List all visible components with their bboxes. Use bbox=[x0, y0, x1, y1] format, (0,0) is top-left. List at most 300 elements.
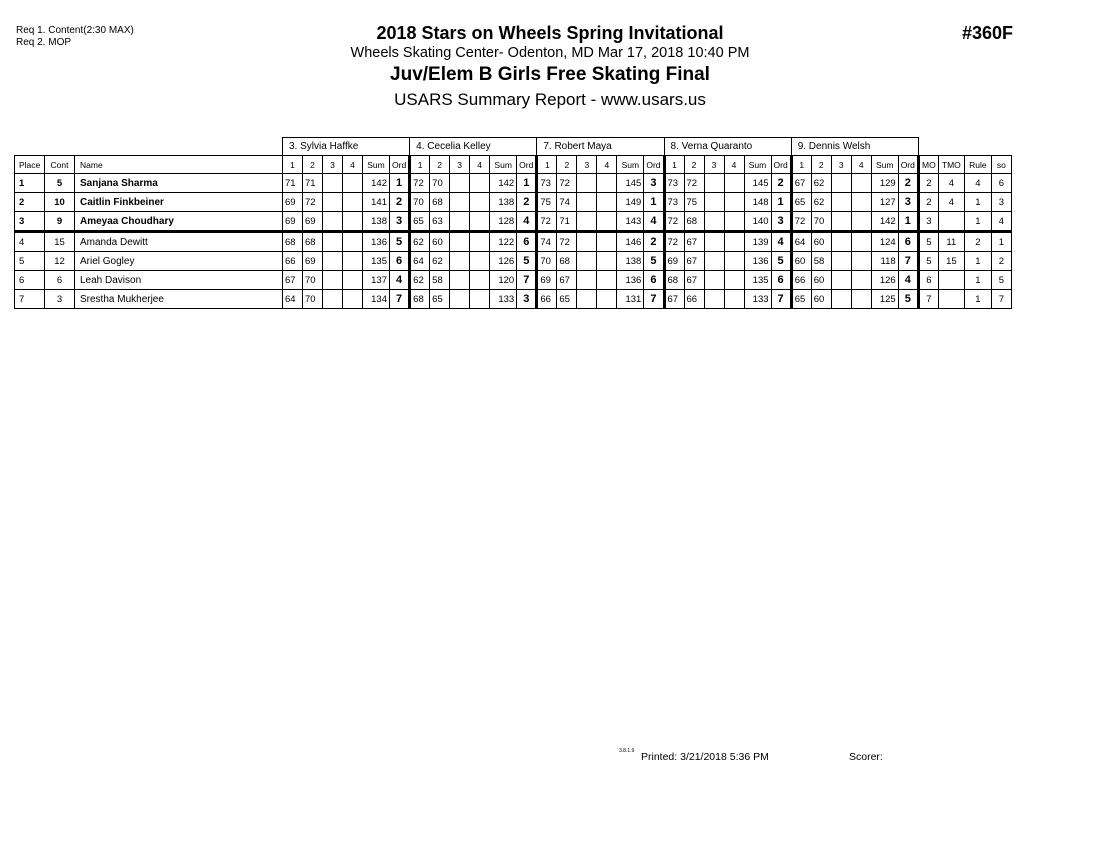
judge-score-cell: 69 bbox=[664, 252, 684, 271]
column-header-judge: 1 bbox=[283, 156, 303, 174]
column-header-judge: Ord bbox=[644, 156, 664, 174]
contestant-number-cell: 10 bbox=[45, 193, 75, 212]
judge-ordinal-cell: 2 bbox=[644, 232, 664, 252]
judge-sum-cell: 135 bbox=[744, 271, 771, 290]
so-cell: 7 bbox=[991, 290, 1011, 309]
place-cell: 1 bbox=[15, 174, 45, 193]
judge-score-cell bbox=[470, 252, 490, 271]
judge-score-cell: 62 bbox=[410, 271, 430, 290]
place-cell: 7 bbox=[15, 290, 45, 309]
judge-ordinal-cell: 1 bbox=[644, 193, 664, 212]
judge-score-cell bbox=[831, 212, 851, 232]
column-header-judge: 2 bbox=[430, 156, 450, 174]
judge-score-cell bbox=[851, 290, 871, 309]
judge-score-cell: 65 bbox=[791, 290, 811, 309]
judge-score-cell: 71 bbox=[283, 174, 303, 193]
tmo-cell: 11 bbox=[938, 232, 964, 252]
judge-score-cell bbox=[343, 252, 363, 271]
judge-ordinal-cell: 2 bbox=[390, 193, 410, 212]
column-header-judge: 2 bbox=[557, 156, 577, 174]
column-header-place: Place bbox=[15, 156, 45, 174]
judge-ordinal-cell: 4 bbox=[517, 212, 537, 232]
tmo-cell bbox=[938, 212, 964, 232]
judge-score-cell: 75 bbox=[684, 193, 704, 212]
judge-sum-cell: 145 bbox=[744, 174, 771, 193]
judge-sum-cell: 128 bbox=[490, 212, 517, 232]
judge-sum-cell: 138 bbox=[363, 212, 390, 232]
column-header-judge: Sum bbox=[363, 156, 390, 174]
place-cell: 6 bbox=[15, 271, 45, 290]
judge-score-cell bbox=[724, 232, 744, 252]
judge-score-cell: 72 bbox=[664, 212, 684, 232]
so-cell: 5 bbox=[991, 271, 1011, 290]
judge-score-cell bbox=[323, 193, 343, 212]
column-header-judge: 2 bbox=[684, 156, 704, 174]
column-header-judge: Sum bbox=[617, 156, 644, 174]
contestant-number-cell: 3 bbox=[45, 290, 75, 309]
rule-cell: 4 bbox=[964, 174, 991, 193]
contestant-number-cell: 9 bbox=[45, 212, 75, 232]
judge-score-cell bbox=[470, 212, 490, 232]
skater-name-cell: Leah Davison bbox=[75, 271, 283, 290]
venue-line: Wheels Skating Center- Odenton, MD Mar 17, 2018 10:40 PM bbox=[350, 45, 750, 61]
judge-score-cell bbox=[577, 174, 597, 193]
judge-score-cell: 72 bbox=[537, 212, 557, 232]
column-header-judge: Ord bbox=[390, 156, 410, 174]
judge-score-cell bbox=[597, 193, 617, 212]
column-header-cont: Cont bbox=[45, 156, 75, 174]
column-header-row bbox=[15, 156, 1012, 174]
judge-score-cell bbox=[851, 271, 871, 290]
judge-score-cell bbox=[450, 174, 470, 193]
judge-score-cell bbox=[577, 193, 597, 212]
judge-ordinal-cell: 3 bbox=[771, 212, 791, 232]
judge-ordinal-cell: 5 bbox=[644, 252, 664, 271]
column-header-rule: Rule bbox=[964, 156, 991, 174]
judge-score-cell: 72 bbox=[557, 174, 577, 193]
judge-score-cell bbox=[470, 290, 490, 309]
judge-sum-cell: 133 bbox=[744, 290, 771, 309]
table-row bbox=[15, 212, 1012, 232]
judge-score-cell: 67 bbox=[684, 271, 704, 290]
mo-cell: 2 bbox=[918, 193, 938, 212]
column-header-judge: 4 bbox=[343, 156, 363, 174]
judge-score-cell: 70 bbox=[811, 212, 831, 232]
judge-ordinal-cell: 5 bbox=[771, 252, 791, 271]
column-header-judge: 3 bbox=[577, 156, 597, 174]
column-header-judge: 1 bbox=[791, 156, 811, 174]
judge-score-cell: 69 bbox=[303, 212, 323, 232]
column-header-judge: Ord bbox=[517, 156, 537, 174]
judge-score-cell: 72 bbox=[303, 193, 323, 212]
judge-score-cell bbox=[597, 290, 617, 309]
judge-ordinal-cell: 1 bbox=[771, 193, 791, 212]
judge-sum-cell: 136 bbox=[617, 271, 644, 290]
judge-score-cell: 66 bbox=[283, 252, 303, 271]
judge-score-cell bbox=[450, 271, 470, 290]
column-header-judge: 3 bbox=[323, 156, 343, 174]
judge-sum-cell: 131 bbox=[617, 290, 644, 309]
skater-name-cell: Srestha Mukherjee bbox=[75, 290, 283, 309]
judge-score-cell: 60 bbox=[811, 232, 831, 252]
judge-name: 8. Verna Quaranto bbox=[664, 138, 791, 156]
so-cell: 2 bbox=[991, 252, 1011, 271]
judge-score-cell: 72 bbox=[410, 174, 430, 193]
column-header-judge: Sum bbox=[871, 156, 898, 174]
judge-score-cell: 74 bbox=[537, 232, 557, 252]
judge-ordinal-cell: 6 bbox=[644, 271, 664, 290]
judge-score-cell: 73 bbox=[664, 193, 684, 212]
column-header-mo: MO bbox=[918, 156, 938, 174]
judge-sum-cell: 137 bbox=[363, 271, 390, 290]
judge-score-cell bbox=[343, 174, 363, 193]
judge-score-cell bbox=[831, 174, 851, 193]
judge-sum-cell: 120 bbox=[490, 271, 517, 290]
judge-score-cell bbox=[450, 232, 470, 252]
judge-score-cell bbox=[704, 271, 724, 290]
judge-ordinal-cell: 7 bbox=[517, 271, 537, 290]
judge-sum-cell: 148 bbox=[744, 193, 771, 212]
judge-score-cell bbox=[450, 290, 470, 309]
rule-cell: 2 bbox=[964, 232, 991, 252]
judge-sum-cell: 125 bbox=[871, 290, 898, 309]
judge-score-cell bbox=[704, 252, 724, 271]
column-header-judge: 4 bbox=[597, 156, 617, 174]
judge-score-cell: 67 bbox=[283, 271, 303, 290]
skater-name-cell: Caitlin Finkbeiner bbox=[75, 193, 283, 212]
judge-score-cell bbox=[704, 193, 724, 212]
judge-score-cell: 58 bbox=[811, 252, 831, 271]
judge-sum-cell: 139 bbox=[744, 232, 771, 252]
judge-score-cell: 71 bbox=[557, 212, 577, 232]
judge-score-cell: 62 bbox=[410, 232, 430, 252]
judge-ordinal-cell: 1 bbox=[390, 174, 410, 193]
version-label: 3.8.1.9 bbox=[619, 748, 635, 754]
tmo-cell bbox=[938, 290, 964, 309]
judge-ordinal-cell: 1 bbox=[898, 212, 918, 232]
judge-ordinal-cell: 4 bbox=[898, 271, 918, 290]
scorer-label: Scorer: bbox=[849, 751, 883, 763]
judge-ordinal-cell: 2 bbox=[517, 193, 537, 212]
so-cell: 3 bbox=[991, 193, 1011, 212]
judge-score-cell: 70 bbox=[303, 271, 323, 290]
judge-score-cell: 66 bbox=[684, 290, 704, 309]
judge-score-cell bbox=[597, 174, 617, 193]
judge-score-cell: 66 bbox=[791, 271, 811, 290]
judge-score-cell: 72 bbox=[557, 232, 577, 252]
judge-sum-cell: 118 bbox=[871, 252, 898, 271]
place-cell: 2 bbox=[15, 193, 45, 212]
judge-ordinal-cell: 2 bbox=[898, 174, 918, 193]
so-cell: 4 bbox=[991, 212, 1011, 232]
header-spacer bbox=[15, 138, 283, 156]
judge-score-cell bbox=[704, 212, 724, 232]
judge-score-cell bbox=[851, 212, 871, 232]
judge-score-cell bbox=[323, 252, 343, 271]
mo-cell: 3 bbox=[918, 212, 938, 232]
judge-sum-cell: 136 bbox=[744, 252, 771, 271]
judge-score-cell bbox=[597, 252, 617, 271]
judge-ordinal-cell: 7 bbox=[898, 252, 918, 271]
judges-header-row bbox=[15, 138, 1012, 156]
skater-name-cell: Amanda Dewitt bbox=[75, 232, 283, 252]
so-cell: 1 bbox=[991, 232, 1011, 252]
judge-score-cell: 60 bbox=[791, 252, 811, 271]
judge-sum-cell: 124 bbox=[871, 232, 898, 252]
judge-ordinal-cell: 5 bbox=[898, 290, 918, 309]
judge-score-cell bbox=[450, 193, 470, 212]
judge-score-cell bbox=[577, 252, 597, 271]
judge-ordinal-cell: 6 bbox=[771, 271, 791, 290]
judge-sum-cell: 141 bbox=[363, 193, 390, 212]
judge-sum-cell: 136 bbox=[363, 232, 390, 252]
judge-score-cell bbox=[577, 232, 597, 252]
column-header-judge: 2 bbox=[303, 156, 323, 174]
column-header-judge: 1 bbox=[664, 156, 684, 174]
judge-ordinal-cell: 4 bbox=[644, 212, 664, 232]
column-header-judge: 2 bbox=[811, 156, 831, 174]
judge-score-cell bbox=[851, 193, 871, 212]
judge-score-cell bbox=[450, 212, 470, 232]
judge-score-cell bbox=[831, 271, 851, 290]
judge-score-cell: 64 bbox=[410, 252, 430, 271]
judge-score-cell bbox=[704, 290, 724, 309]
judge-score-cell bbox=[704, 174, 724, 193]
place-cell: 4 bbox=[15, 232, 45, 252]
judge-score-cell bbox=[470, 271, 490, 290]
judge-score-cell: 67 bbox=[684, 232, 704, 252]
judge-score-cell: 68 bbox=[557, 252, 577, 271]
judge-sum-cell: 133 bbox=[490, 290, 517, 309]
judge-sum-cell: 126 bbox=[871, 271, 898, 290]
place-cell: 5 bbox=[15, 252, 45, 271]
judge-score-cell: 75 bbox=[537, 193, 557, 212]
judge-score-cell bbox=[343, 193, 363, 212]
judge-score-cell: 67 bbox=[664, 290, 684, 309]
judge-score-cell bbox=[851, 174, 871, 193]
column-header-so: so bbox=[991, 156, 1011, 174]
table-row bbox=[15, 290, 1012, 309]
results-table bbox=[14, 137, 1012, 309]
judge-ordinal-cell: 3 bbox=[517, 290, 537, 309]
mo-cell: 7 bbox=[918, 290, 938, 309]
judge-ordinal-cell: 3 bbox=[390, 212, 410, 232]
judge-sum-cell: 142 bbox=[871, 212, 898, 232]
column-header-name: Name bbox=[75, 156, 283, 174]
judge-ordinal-cell: 6 bbox=[390, 252, 410, 271]
judge-score-cell: 67 bbox=[791, 174, 811, 193]
judge-score-cell: 70 bbox=[430, 174, 450, 193]
judge-score-cell: 63 bbox=[430, 212, 450, 232]
rule-cell: 1 bbox=[964, 271, 991, 290]
requirement-2: Req 2. MOP bbox=[16, 37, 72, 48]
judge-score-cell: 60 bbox=[430, 232, 450, 252]
header-spacer bbox=[918, 138, 1011, 156]
judge-score-cell: 62 bbox=[430, 252, 450, 271]
judge-score-cell: 68 bbox=[303, 232, 323, 252]
tmo-cell: 4 bbox=[938, 174, 964, 193]
judge-ordinal-cell: 1 bbox=[517, 174, 537, 193]
judge-score-cell bbox=[851, 252, 871, 271]
judge-ordinal-cell: 2 bbox=[771, 174, 791, 193]
judge-score-cell: 60 bbox=[811, 290, 831, 309]
judge-score-cell: 62 bbox=[811, 193, 831, 212]
judge-score-cell bbox=[724, 252, 744, 271]
judge-score-cell bbox=[343, 290, 363, 309]
column-header-judge: 4 bbox=[851, 156, 871, 174]
judge-score-cell bbox=[704, 232, 724, 252]
judge-score-cell: 69 bbox=[537, 271, 557, 290]
judge-score-cell bbox=[470, 193, 490, 212]
tmo-cell: 4 bbox=[938, 193, 964, 212]
judge-score-cell: 58 bbox=[430, 271, 450, 290]
judge-score-cell bbox=[323, 174, 343, 193]
tmo-cell: 15 bbox=[938, 252, 964, 271]
column-header-judge: Ord bbox=[771, 156, 791, 174]
judge-ordinal-cell: 7 bbox=[644, 290, 664, 309]
judge-score-cell: 73 bbox=[537, 174, 557, 193]
judge-score-cell bbox=[470, 232, 490, 252]
column-header-judge: 1 bbox=[537, 156, 557, 174]
contestant-number-cell: 6 bbox=[45, 271, 75, 290]
judge-score-cell: 70 bbox=[537, 252, 557, 271]
rule-cell: 1 bbox=[964, 290, 991, 309]
judge-sum-cell: 138 bbox=[617, 252, 644, 271]
judge-score-cell: 60 bbox=[811, 271, 831, 290]
judge-score-cell: 67 bbox=[557, 271, 577, 290]
judge-score-cell: 68 bbox=[664, 271, 684, 290]
judge-name: 3. Sylvia Haffke bbox=[283, 138, 410, 156]
judge-sum-cell: 142 bbox=[363, 174, 390, 193]
judge-score-cell: 68 bbox=[410, 290, 430, 309]
judge-score-cell bbox=[724, 271, 744, 290]
judge-sum-cell: 138 bbox=[490, 193, 517, 212]
judge-score-cell: 64 bbox=[791, 232, 811, 252]
column-header-judge: Sum bbox=[744, 156, 771, 174]
judge-score-cell bbox=[577, 271, 597, 290]
judge-score-cell: 68 bbox=[283, 232, 303, 252]
judge-sum-cell: 122 bbox=[490, 232, 517, 252]
judge-score-cell: 65 bbox=[410, 212, 430, 232]
judge-score-cell: 74 bbox=[557, 193, 577, 212]
judge-sum-cell: 145 bbox=[617, 174, 644, 193]
requirement-1: Req 1. Content(2:30 MAX) bbox=[16, 25, 134, 36]
judge-score-cell: 69 bbox=[283, 212, 303, 232]
judge-score-cell: 62 bbox=[811, 174, 831, 193]
rule-cell: 1 bbox=[964, 193, 991, 212]
judge-score-cell bbox=[851, 232, 871, 252]
skater-name-cell: Ariel Gogley bbox=[75, 252, 283, 271]
judge-score-cell: 68 bbox=[684, 212, 704, 232]
column-header-judge: 3 bbox=[450, 156, 470, 174]
judge-ordinal-cell: 7 bbox=[771, 290, 791, 309]
judge-score-cell: 65 bbox=[430, 290, 450, 309]
column-header-judge: Sum bbox=[490, 156, 517, 174]
judge-sum-cell: 140 bbox=[744, 212, 771, 232]
judge-ordinal-cell: 6 bbox=[517, 232, 537, 252]
judge-name: 4. Cecelia Kelley bbox=[410, 138, 537, 156]
judge-score-cell bbox=[323, 232, 343, 252]
judge-score-cell bbox=[597, 212, 617, 232]
judge-score-cell bbox=[831, 232, 851, 252]
table-row bbox=[15, 252, 1012, 271]
judge-sum-cell: 142 bbox=[490, 174, 517, 193]
judge-score-cell bbox=[323, 212, 343, 232]
judge-sum-cell: 127 bbox=[871, 193, 898, 212]
competition-title: 2018 Stars on Wheels Spring Invitational bbox=[376, 23, 724, 43]
judge-score-cell bbox=[323, 271, 343, 290]
judge-sum-cell: 143 bbox=[617, 212, 644, 232]
judge-sum-cell: 146 bbox=[617, 232, 644, 252]
judge-score-cell bbox=[724, 290, 744, 309]
judge-ordinal-cell: 3 bbox=[644, 174, 664, 193]
judge-score-cell bbox=[831, 193, 851, 212]
judge-score-cell bbox=[343, 271, 363, 290]
table-row bbox=[15, 271, 1012, 290]
column-header-judge: 3 bbox=[831, 156, 851, 174]
column-header-judge: 4 bbox=[724, 156, 744, 174]
rule-cell: 1 bbox=[964, 252, 991, 271]
judge-score-cell: 72 bbox=[664, 232, 684, 252]
event-number: #360F bbox=[962, 23, 1014, 43]
judge-score-cell bbox=[577, 290, 597, 309]
judge-score-cell: 72 bbox=[791, 212, 811, 232]
judge-score-cell: 72 bbox=[684, 174, 704, 193]
contestant-number-cell: 5 bbox=[45, 174, 75, 193]
judge-sum-cell: 129 bbox=[871, 174, 898, 193]
judge-score-cell: 68 bbox=[430, 193, 450, 212]
mo-cell: 2 bbox=[918, 174, 938, 193]
judge-sum-cell: 126 bbox=[490, 252, 517, 271]
judge-score-cell: 64 bbox=[283, 290, 303, 309]
judge-score-cell bbox=[450, 252, 470, 271]
table-row bbox=[15, 193, 1012, 212]
judge-score-cell bbox=[323, 290, 343, 309]
judge-score-cell: 71 bbox=[303, 174, 323, 193]
judge-ordinal-cell: 4 bbox=[390, 271, 410, 290]
skater-name-cell: Ameyaa Choudhary bbox=[75, 212, 283, 232]
judge-score-cell bbox=[724, 212, 744, 232]
rule-cell: 1 bbox=[964, 212, 991, 232]
judge-score-cell: 66 bbox=[537, 290, 557, 309]
table-row bbox=[15, 232, 1012, 252]
judge-ordinal-cell: 5 bbox=[390, 232, 410, 252]
judge-score-cell bbox=[831, 290, 851, 309]
judge-score-cell bbox=[577, 212, 597, 232]
column-header-judge: 4 bbox=[470, 156, 490, 174]
judge-score-cell: 69 bbox=[283, 193, 303, 212]
contestant-number-cell: 15 bbox=[45, 232, 75, 252]
judge-name: 9. Dennis Welsh bbox=[791, 138, 918, 156]
judge-score-cell: 70 bbox=[410, 193, 430, 212]
judge-ordinal-cell: 6 bbox=[898, 232, 918, 252]
judge-name: 7. Robert Maya bbox=[537, 138, 664, 156]
judge-score-cell bbox=[470, 174, 490, 193]
judge-score-cell bbox=[343, 232, 363, 252]
mo-cell: 6 bbox=[918, 271, 938, 290]
judge-ordinal-cell: 7 bbox=[390, 290, 410, 309]
judge-sum-cell: 135 bbox=[363, 252, 390, 271]
judge-sum-cell: 149 bbox=[617, 193, 644, 212]
judge-score-cell: 65 bbox=[557, 290, 577, 309]
judge-ordinal-cell: 4 bbox=[771, 232, 791, 252]
place-cell: 3 bbox=[15, 212, 45, 232]
judge-score-cell: 73 bbox=[664, 174, 684, 193]
judge-score-cell bbox=[831, 252, 851, 271]
judge-score-cell bbox=[343, 212, 363, 232]
judge-score-cell: 67 bbox=[684, 252, 704, 271]
judge-score-cell bbox=[597, 232, 617, 252]
